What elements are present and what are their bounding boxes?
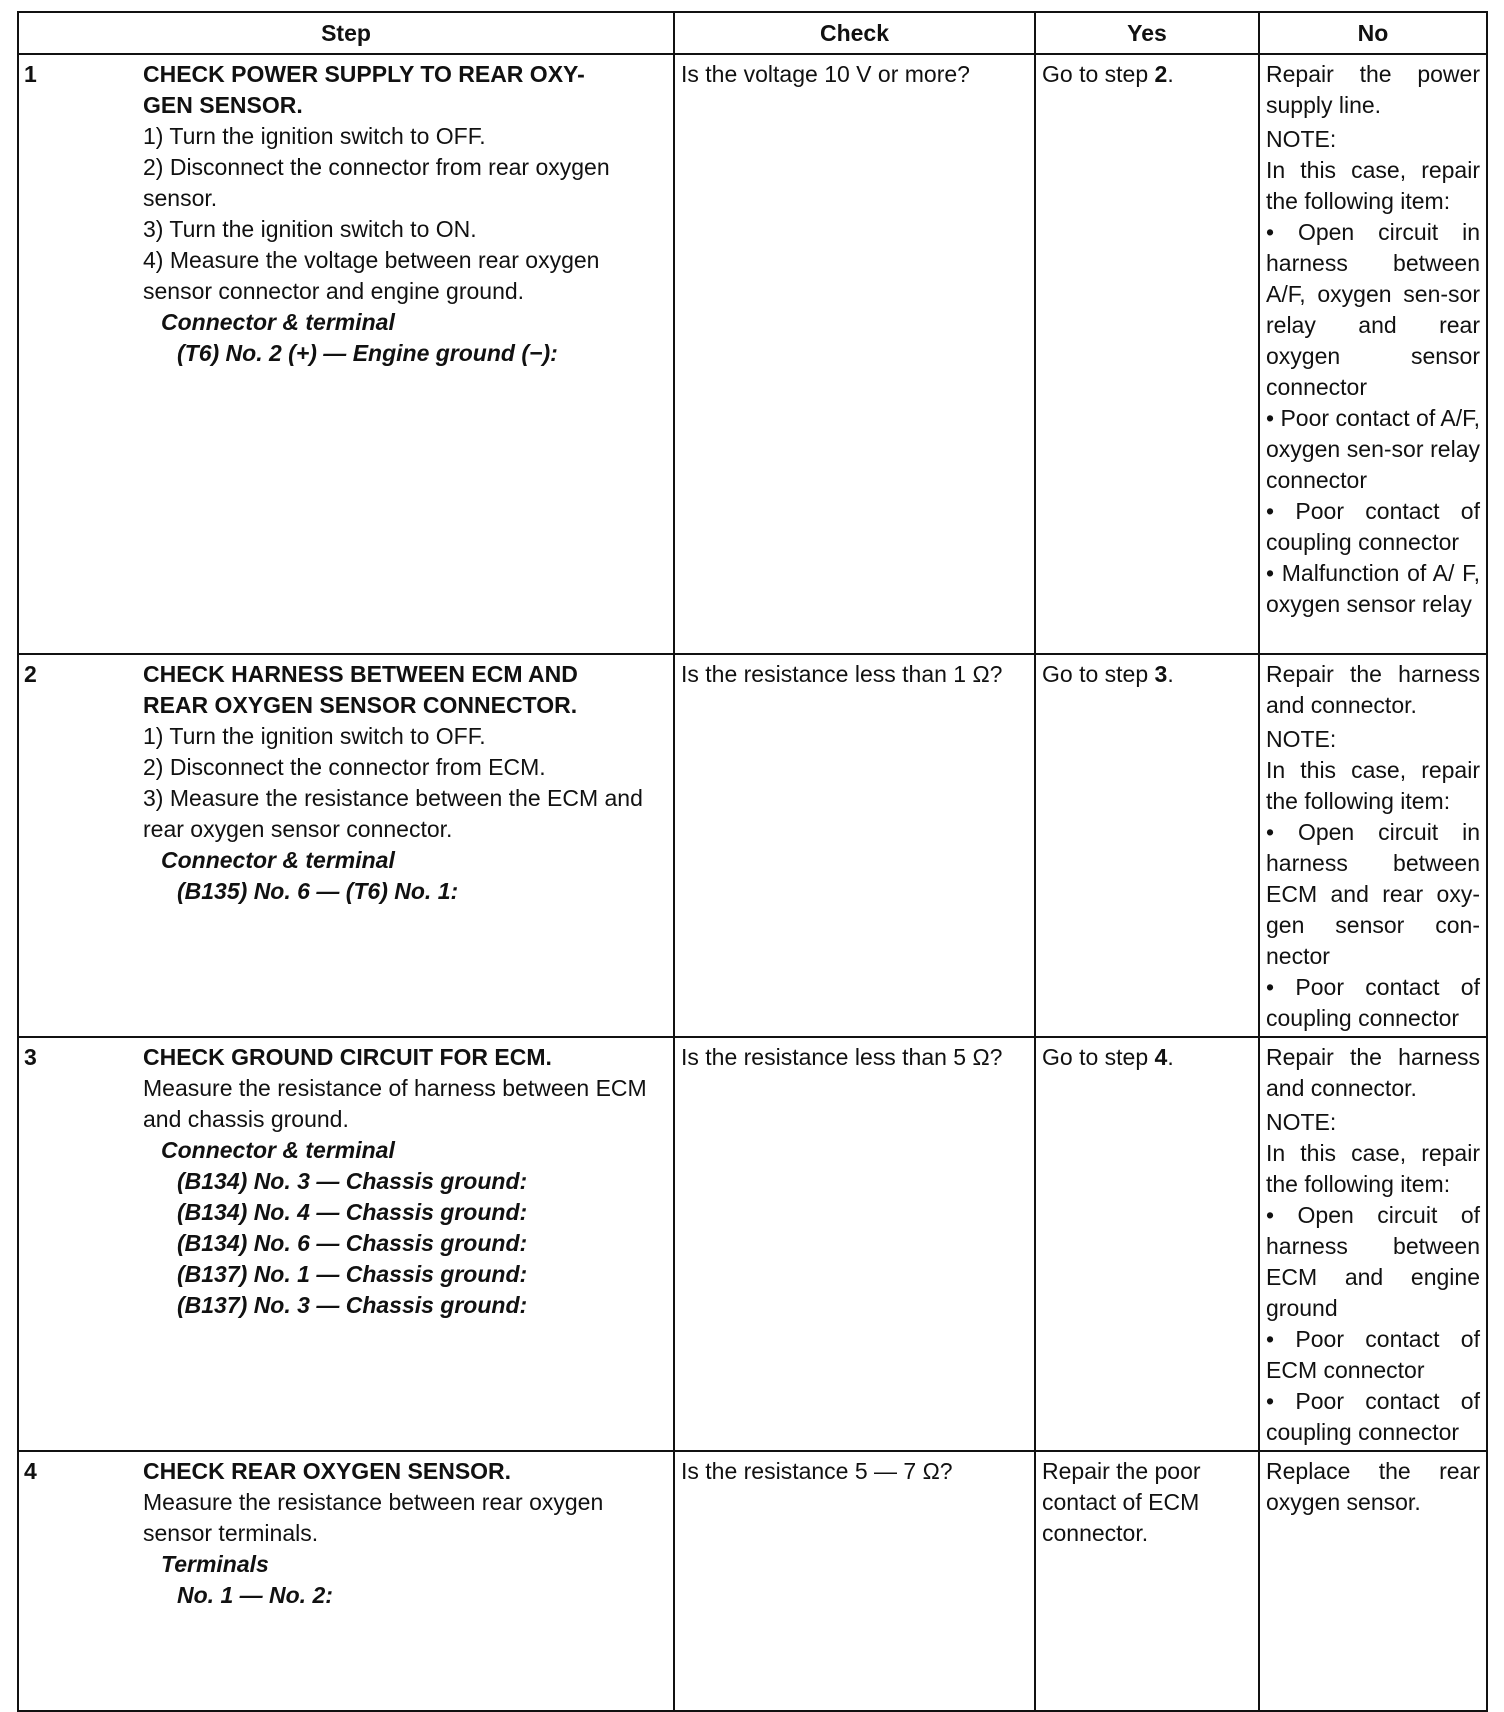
connector-terminal-label: Connector & terminal (161, 847, 395, 873)
connector-terminal-spec: (B137) No. 3 — Chassis ground: (177, 1292, 528, 1318)
header-step: Step (18, 12, 674, 54)
step-number: 1 (24, 61, 37, 87)
table-header-row (18, 12, 1487, 54)
header-no: No (1259, 12, 1487, 54)
note-intro: In this case, repair the following item: (1266, 1140, 1480, 1197)
table-row (18, 1037, 1487, 1451)
no-action: Repair the harness and connector. (1266, 661, 1480, 718)
check-cell: Is the resistance less than 1 Ω? (674, 654, 1035, 1037)
step-title: CHECK GROUND CIRCUIT FOR ECM. (143, 1044, 552, 1070)
step-instruction: Measure the resistance between rear oxygen sensor terminals. (143, 1489, 604, 1546)
connector-terminal-spec: (T6) No. 2 (+) — Engine ground (−): (177, 340, 558, 366)
no-action: Repair the power supply line. (1266, 61, 1480, 118)
header-yes: Yes (1035, 12, 1259, 54)
step-number: 2 (24, 661, 37, 687)
step-instruction: 1) Turn the ignition switch to OFF. (143, 123, 486, 149)
step-instruction: 4) Measure the voltage between rear oxygen sensor connector and engine ground. (143, 247, 600, 304)
connector-terminal-spec: (B135) No. 6 — (T6) No. 1: (177, 878, 459, 904)
step-title: REAR OXYGEN SENSOR CONNECTOR. (143, 692, 578, 718)
note-item: • Poor contact of coupling connector (1266, 498, 1480, 555)
connector-terminal-label: Connector & terminal (161, 1137, 395, 1163)
step-instruction: 3) Measure the resistance between the ECM and rear oxygen sensor connector. (143, 785, 643, 842)
no-cell (1259, 1451, 1487, 1711)
note-item: • Malfunction of A/ F, oxygen sensor relay (1266, 560, 1480, 617)
step-cell (18, 654, 674, 1037)
note-item: • Open circuit of harness between ECM and engine ground (1266, 1202, 1480, 1321)
note-item: • Poor contact of A/F, oxygen sen-sor relay connector (1266, 405, 1480, 493)
note-label: NOTE: (1266, 726, 1337, 752)
yes-text: Go to step (1042, 1044, 1155, 1070)
no-cell (1259, 1037, 1487, 1451)
connector-terminal-spec: (B134) No. 6 — Chassis ground: (177, 1230, 528, 1256)
no-cell (1259, 54, 1487, 654)
step-cell (18, 54, 674, 654)
step-number: 4 (24, 1458, 37, 1484)
step-instruction: Measure the resistance of harness between ECM and chassis ground. (143, 1075, 647, 1132)
diagnostic-table (17, 11, 1488, 1712)
step-cell (18, 1037, 674, 1451)
step-title: GEN SENSOR. (143, 92, 303, 118)
note-label: NOTE: (1266, 1109, 1337, 1135)
step-ref: 2 (1154, 61, 1168, 87)
note-item: • Poor contact of coupling connector (1266, 974, 1480, 1031)
step-ref: 4 (1154, 1044, 1168, 1070)
yes-suffix: . (1167, 661, 1174, 687)
terminals-spec: No. 1 — No. 2: (177, 1582, 333, 1608)
yes-text: Go to step (1042, 661, 1155, 687)
note-item: • Open circuit in harness between ECM and rear oxy-gen sensor con-nector (1266, 819, 1480, 969)
yes-cell (1035, 654, 1259, 1037)
header-check: Check (674, 12, 1035, 54)
step-number: 3 (24, 1044, 37, 1070)
connector-terminal-label: Connector & terminal (161, 309, 395, 335)
step-instruction: 3) Turn the ignition switch to ON. (143, 216, 477, 242)
note-intro: In this case, repair the following item: (1266, 757, 1480, 814)
note-item: • Poor contact of ECM connector (1266, 1326, 1480, 1383)
table-row (18, 54, 1487, 654)
note-intro: In this case, repair the following item: (1266, 157, 1480, 214)
no-action: Replace the rear oxygen sensor. (1266, 1458, 1480, 1515)
step-cell (18, 1451, 674, 1711)
yes-cell (1035, 1037, 1259, 1451)
connector-terminal-spec: (B134) No. 4 — Chassis ground: (177, 1199, 528, 1225)
check-cell: Is the resistance less than 5 Ω? (674, 1037, 1035, 1451)
step-title: CHECK POWER SUPPLY TO REAR OXY- (143, 61, 585, 87)
yes-cell (1035, 1451, 1259, 1711)
step-title: CHECK HARNESS BETWEEN ECM AND (143, 661, 578, 687)
yes-cell (1035, 54, 1259, 654)
check-cell: Is the resistance 5 — 7 Ω? (674, 1451, 1035, 1711)
table-row (18, 654, 1487, 1037)
note-item: • Open circuit in harness between A/F, oxygen sen-sor relay and rear oxygen sensor connector (1266, 219, 1480, 400)
yes-text: Repair the poor contact of ECM connector. (1042, 1458, 1201, 1546)
step-instruction: 2) Disconnect the connector from ECM. (143, 754, 546, 780)
no-cell (1259, 654, 1487, 1037)
note-label: NOTE: (1266, 126, 1337, 152)
connector-terminal-spec: (B134) No. 3 — Chassis ground: (177, 1168, 528, 1194)
step-instruction: 1) Turn the ignition switch to OFF. (143, 723, 486, 749)
no-action: Repair the harness and connector. (1266, 1044, 1480, 1101)
connector-terminal-spec: (B137) No. 1 — Chassis ground: (177, 1261, 528, 1287)
yes-suffix: . (1167, 61, 1174, 87)
step-title: CHECK REAR OXYGEN SENSOR. (143, 1458, 512, 1484)
yes-text: Go to step (1042, 61, 1155, 87)
step-ref: 3 (1154, 661, 1168, 687)
check-cell: Is the voltage 10 V or more? (674, 54, 1035, 654)
note-item: • Poor contact of coupling connector (1266, 1388, 1480, 1445)
yes-suffix: . (1167, 1044, 1174, 1070)
step-instruction: 2) Disconnect the connector from rear oxygen sensor. (143, 154, 610, 211)
terminals-label: Terminals (161, 1551, 269, 1577)
table-row (18, 1451, 1487, 1711)
